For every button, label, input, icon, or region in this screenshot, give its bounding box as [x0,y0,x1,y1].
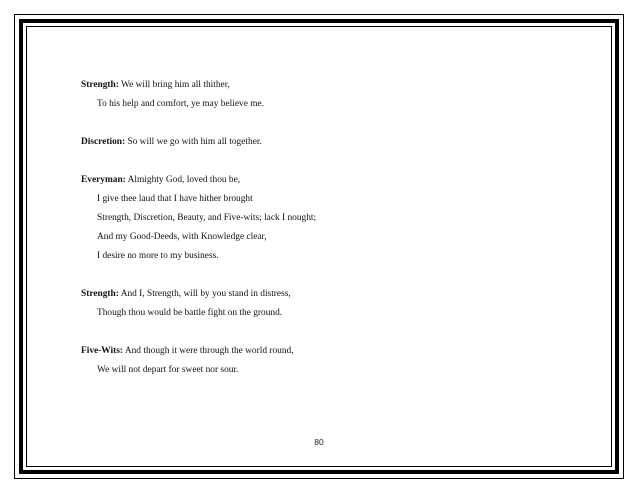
line-text: So will we go with him all together. [127,137,262,147]
dialogue-line [81,133,561,152]
dialogue-line [81,76,561,95]
speaker-name: Strength: [81,80,119,90]
dialogue-line [81,285,561,304]
dialogue-line [81,171,561,190]
play-text [81,76,561,380]
line-text: We will bring him all thither, [121,80,230,90]
line-text: Almighty God, loved thou be, [127,175,241,185]
verse-line: We will not depart for sweet nor sour. [97,365,239,375]
line-text: And I, Strength, will by you stand in distress, [120,289,291,299]
speaker-name: Everyman: [81,175,126,185]
dialogue-line [81,342,561,361]
verse-line: Though thou would be battle fight on the ground. [97,308,283,318]
verse-line: To his help and comfort, ye may believe me. [97,99,265,109]
verse-line: And my Good-Deeds, with Knowledge clear, [97,232,267,242]
verse-line: I give thee laud that I have hither brought [97,194,253,204]
line-text: And though it were through the world round, [124,346,294,356]
speaker-name: Discretion: [81,137,126,147]
page-number: 80 [314,437,324,447]
verse-line: I desire no more to my business. [97,251,219,261]
verse-line: Strength, Discretion, Beauty, and Five-wits; lack I nought; [97,213,317,223]
speaker-name: Five-Wits: [81,346,124,356]
speaker-name: Strength: [81,289,119,299]
